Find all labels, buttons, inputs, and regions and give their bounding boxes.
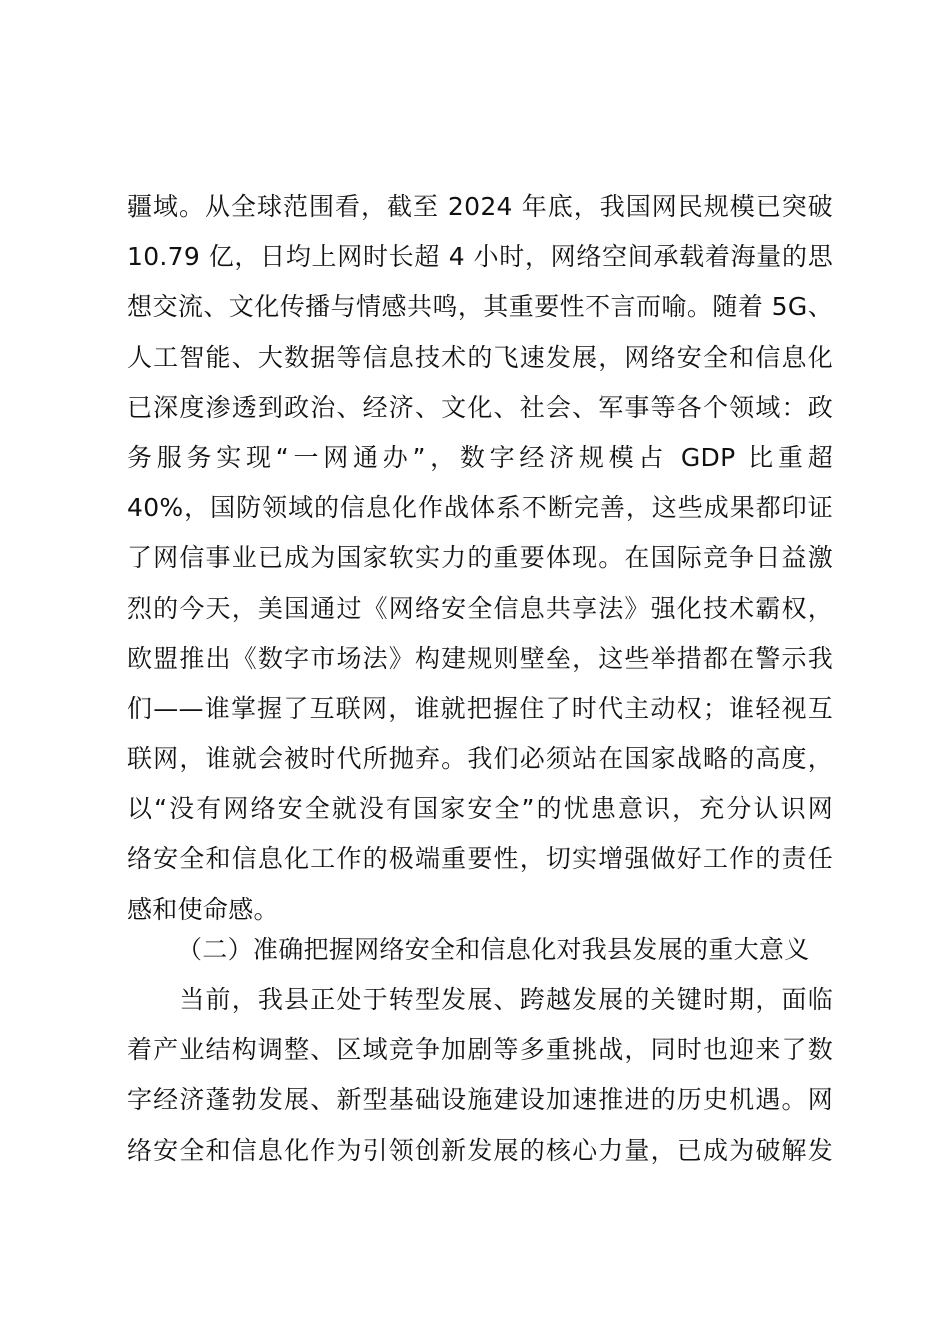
body-paragraph-2 <box>127 975 833 1176</box>
text-line: 字经济蓬勃发展、新型基础设施建设加速推进的历史机遇。网 <box>127 1085 833 1115</box>
text-line: 以“没有网络安全就没有国家安全”的忧患意识，充分认识网 <box>127 794 833 824</box>
section-heading-text: （二）准确把握网络安全和信息化对我县发展的重大意义 <box>177 935 810 964</box>
text-line: 络安全和信息化工作的极端重要性，切实增强做好工作的责任 <box>127 844 833 874</box>
text-line: 人工智能、大数据等信息技术的飞速发展，网络安全和信息化 <box>127 342 833 372</box>
text-line: 了网信事业已成为国家软实力的重要体现。在国际竞争日益激 <box>127 543 833 573</box>
text-line: 疆域。从全球范围看，截至 2024 年底，我国网民规模已突破 <box>127 192 833 221</box>
text-line: 着产业结构调整、区域竞争加剧等多重挑战，同时也迎来了数 <box>127 1035 833 1065</box>
text-line: 想交流、文化传播与情感共鸣，其重要性不言而喻。随着 5G、 <box>127 292 833 322</box>
text-line: 务服务实现“一网通办”，数字经济规模占 GDP 比重超 <box>127 442 833 472</box>
text-line: 已深度渗透到政治、经济、文化、社会、军事等各个领域：政 <box>127 392 833 422</box>
text-line: 络安全和信息化作为引领创新发展的核心力量，已成为破解发 <box>127 1135 833 1165</box>
text-line: 10.79 亿，日均上网时长超 4 小时，网络空间承载着海量的思 <box>127 242 833 272</box>
text-line: 当前，我县正处于转型发展、跨越发展的关键时期，面临 <box>127 985 833 1014</box>
text-line: 烈的今天，美国通过《网络安全信息共享法》强化技术霸权， <box>127 593 833 623</box>
body-paragraph-1 <box>127 182 833 935</box>
text-line: 联网，谁就会被时代所抛弃。我们必须站在国家战略的高度， <box>127 744 833 774</box>
text-line: 欧盟推出《数字市场法》构建规则壁垒，这些举措都在警示我 <box>127 643 833 673</box>
text-line: 40%，国防领域的信息化作战体系不断完善，这些成果都印证 <box>127 493 833 523</box>
text-line: 们——谁掌握了互联网，谁就把握住了时代主动权；谁轻视互 <box>127 693 833 723</box>
text-line: 感和使命感。 <box>127 894 279 924</box>
section-heading <box>127 925 833 975</box>
